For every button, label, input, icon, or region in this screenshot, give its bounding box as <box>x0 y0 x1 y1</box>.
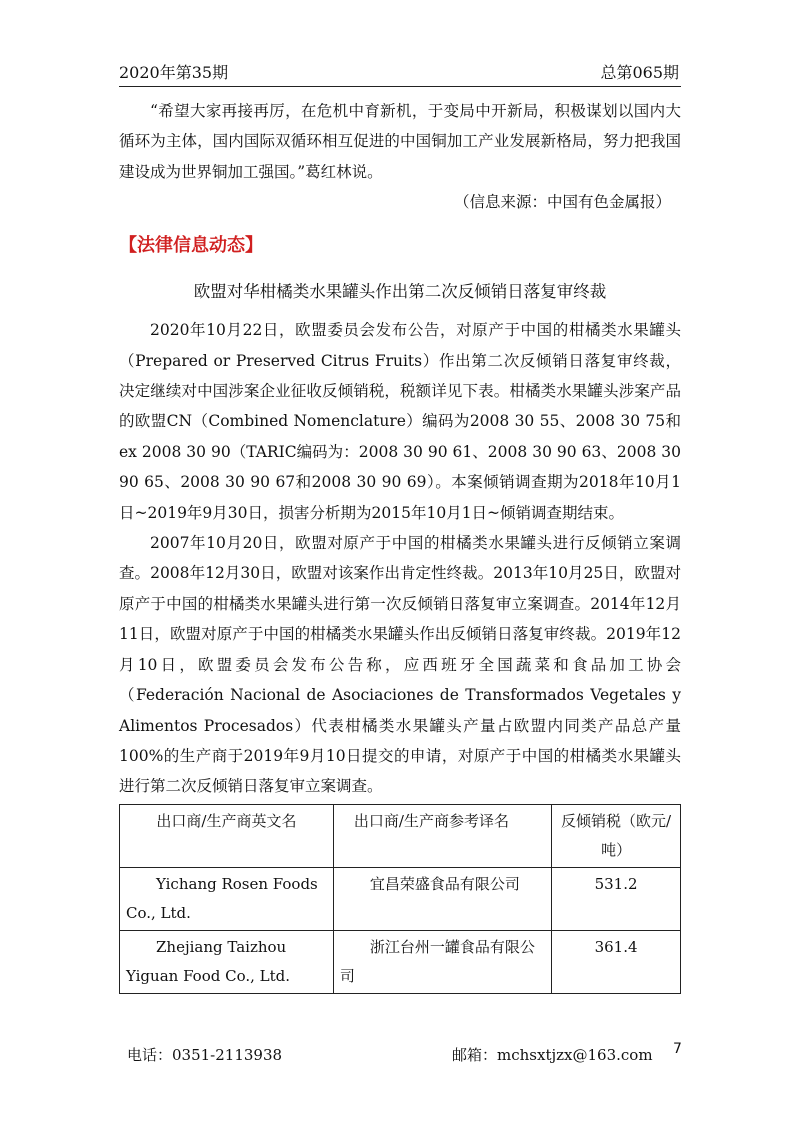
table-cell: 531.2 <box>552 867 681 930</box>
table-row <box>120 867 681 930</box>
article-title: 欧盟对华柑橘类水果罐头作出第二次反倾销日落复审终裁 <box>193 282 607 302</box>
table-header-cell: 反倾销税（欧元/吨） <box>552 804 681 867</box>
table-row <box>120 930 681 993</box>
news-source: （信息来源：中国有色金属报） <box>453 193 671 212</box>
page-content <box>119 96 681 994</box>
quote-paragraph: “希望大家再接再厉，在危机中育新机，于变局中开新局，积极谋划以国内大循环为主体，国内国际双循环相互促进的中国铜加工产业发展新格局，努力把我国建设成为世界铜加工强国。”葛红林说。 <box>119 102 681 181</box>
footer-phone: 电话：0351-2113938 <box>127 1046 283 1064</box>
table-header-cell: 出口商/生产商英文名 <box>120 804 334 867</box>
section-heading: 【法律信息动态】 <box>119 235 263 257</box>
table-cell: 宜昌荣盛食品有限公司 <box>333 867 551 930</box>
table-cell: Zhejiang Taizhou Yiguan Food Co., Ltd. <box>120 930 334 993</box>
footer-email: 邮箱：mchsxtjzx@163.com <box>452 1046 653 1064</box>
total-issue-number: 总第065期 <box>600 63 679 82</box>
table-cell: 浙江台州一罐食品有限公司 <box>333 930 551 993</box>
table-header-cell: 出口商/生产商参考译名 <box>333 804 551 867</box>
issue-number: 2020年第35期 <box>119 63 229 82</box>
article-paragraph-1: 2020年10月22日，欧盟委员会发布公告，对原产于中国的柑橘类水果罐头（Prepared or Preserved Citrus Fruits）作出第二次反倾销日落复审终裁，决定继续对中国涉案企业征收反倾销税，税额详见下表。柑橘类水果罐头涉案产品的欧盟CN（Combined Nomenclature）编码为2008 30 55、2008 30 75和ex 2008 30 90（TARIC编码为：2008 30 90 61、2008 30 90 63、2008 30 90 65、2008 30 90 67和2008 30 90 69）。本案倾销调查期为2018年10月1日~2019年9月30日，损害分析期为2015年10月1日~倾销调查期结束。 <box>119 321 681 522</box>
article-paragraph-2: 2007年10月20日，欧盟对原产于中国的柑橘类水果罐头进行反倾销立案调查。2008年12月30日，欧盟对该案作出肯定性终裁。2013年10月25日，欧盟对原产于中国的柑橘类水果罐头进行第一次反倾销日落复审立案调查。2014年12月11日，欧盟对原产于中国的柑橘类水果罐头作出反倾销日落复审终裁。2019年12月10日，欧盟委员会发布公告称，应西班牙全国蔬菜和食品加工协会（Federación Nacional de Asociaciones de Transformados Vegetales y Alimentos Procesados）代表柑橘类水果罐头产量占欧盟内同类产品总产量100%的生产商于2019年9月10日提交的申请，对原产于中国的柑橘类水果罐头进行第二次反倾销日落复审立案调查。 <box>119 534 681 796</box>
page-header <box>119 58 681 87</box>
table-cell: 361.4 <box>552 930 681 993</box>
page-number: 7 <box>673 1041 682 1057</box>
duty-table <box>119 804 681 994</box>
table-header-row <box>120 804 681 867</box>
table-cell: Yichang Rosen Foods Co., Ltd. <box>120 867 334 930</box>
